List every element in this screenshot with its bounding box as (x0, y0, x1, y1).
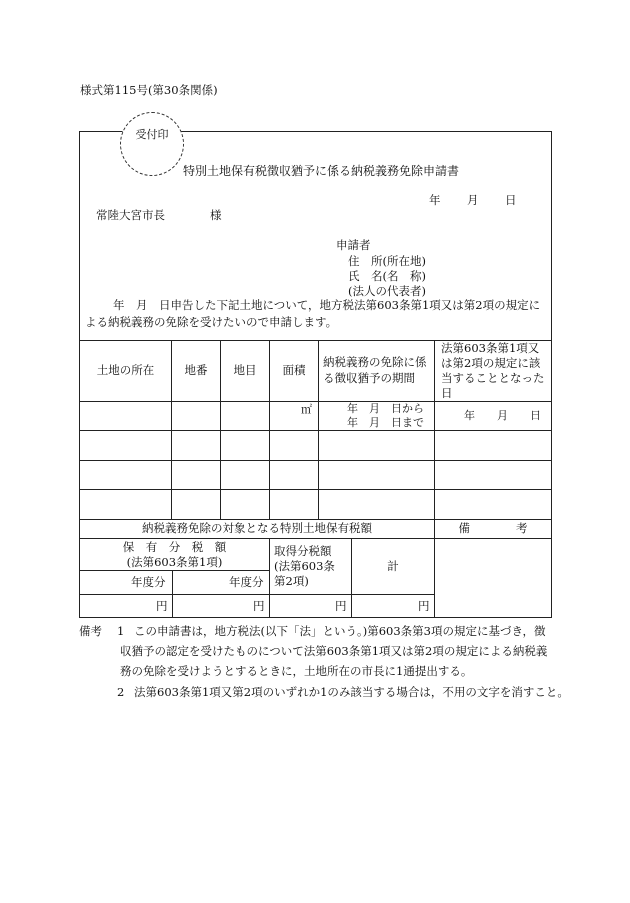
yen-holding-2: 円 (253, 599, 265, 613)
frame-bottom-border (79, 617, 552, 618)
body-text-line-1: 年 月 日申告した下記土地について，地方税法第603条第1項又は第2項の規定に (90, 298, 541, 312)
honorific: 様 (210, 208, 222, 222)
note-1-line-2: 収猶予の認定を受けたものについて法第603条第1項又は第2項の規定による納税義 (120, 644, 548, 658)
yen-row-rule (79, 594, 434, 595)
applicant-representative-label: (法人の代表者) (348, 284, 426, 298)
note-2-line-1: 法第603条第1項又第2項のいずれか1のみ該当する場合は，不用の文字を消すこと。 (134, 685, 569, 699)
header-applicable-date: 法第603条第1項又 は第2項の規定に該 当することとなった 日 (441, 341, 545, 400)
frame-right-border (551, 131, 552, 618)
date-month: 月 (467, 193, 479, 207)
total-header: 計 (387, 558, 399, 573)
header-land-category: 地目 (233, 363, 257, 378)
date-year: 年 (429, 193, 441, 207)
applicant-heading: 申請者 (336, 238, 371, 252)
date-day: 日 (505, 193, 517, 207)
holding-tax-rule (79, 570, 269, 571)
header-deferral-period: 納税義務の免除に係 る徴収猶予の期間 (323, 355, 427, 385)
note-1-line-3: 務の免除を受けようとするときに，土地所在の市長に1通提出する。 (120, 664, 473, 678)
holding-tax-header: 保 有 分 税 額 (法第603条第1項) (122, 539, 227, 569)
applicable-date-value: 年 月 日 (464, 409, 541, 422)
applicant-address-label: 住 所(所在地) (348, 254, 426, 268)
reception-stamp (120, 112, 184, 176)
header-lot-number: 地番 (184, 363, 208, 378)
header-area: 面積 (282, 363, 306, 378)
period-to: 年 月 日まで (347, 416, 424, 429)
table-row-rule-1 (79, 430, 552, 431)
area-unit: ㎡ (301, 403, 312, 416)
table-row-rule-2 (79, 460, 552, 461)
applicant-name-label: 氏 名(名 称) (348, 269, 426, 283)
table-header-rule (79, 401, 552, 402)
yen-total: 円 (418, 599, 430, 613)
header-location: 土地の所在 (96, 363, 155, 378)
body-text-line-2: よる納税義務の免除を受けたいので申請します。 (85, 315, 338, 329)
remarks-header: 備 考 (458, 521, 528, 536)
note-1-number: 1 (117, 624, 125, 638)
yen-holding-1: 円 (156, 599, 168, 613)
acquisition-tax-header: 取得分税額 (法第603条 第2項) (274, 544, 335, 588)
period-from: 年 月 日から (347, 402, 424, 415)
form-title: 特別土地保有税徴収猶予に係る納税義務免除申請書 (183, 164, 460, 178)
fiscal-year-1: 年度分 (131, 575, 166, 589)
form-number: 様式第115号(第30条関係) (80, 83, 218, 97)
addressee: 常陸大宮市長 (96, 208, 165, 222)
note-2-number: 2 (117, 685, 125, 699)
stamp-label: 受付印 (135, 128, 169, 141)
fiscal-year-2: 年度分 (229, 575, 264, 589)
table-row-rule-3 (79, 489, 552, 490)
tax-section-header: 納税義務免除の対象となる特別土地保有税額 (142, 521, 372, 536)
notes-label: 備考 (79, 624, 102, 638)
yen-acquisition: 円 (335, 599, 347, 613)
note-1-line-1: この申請書は，地方税法(以下「法」という。)第603条第3項の規定に基づき，徴 (134, 624, 546, 638)
